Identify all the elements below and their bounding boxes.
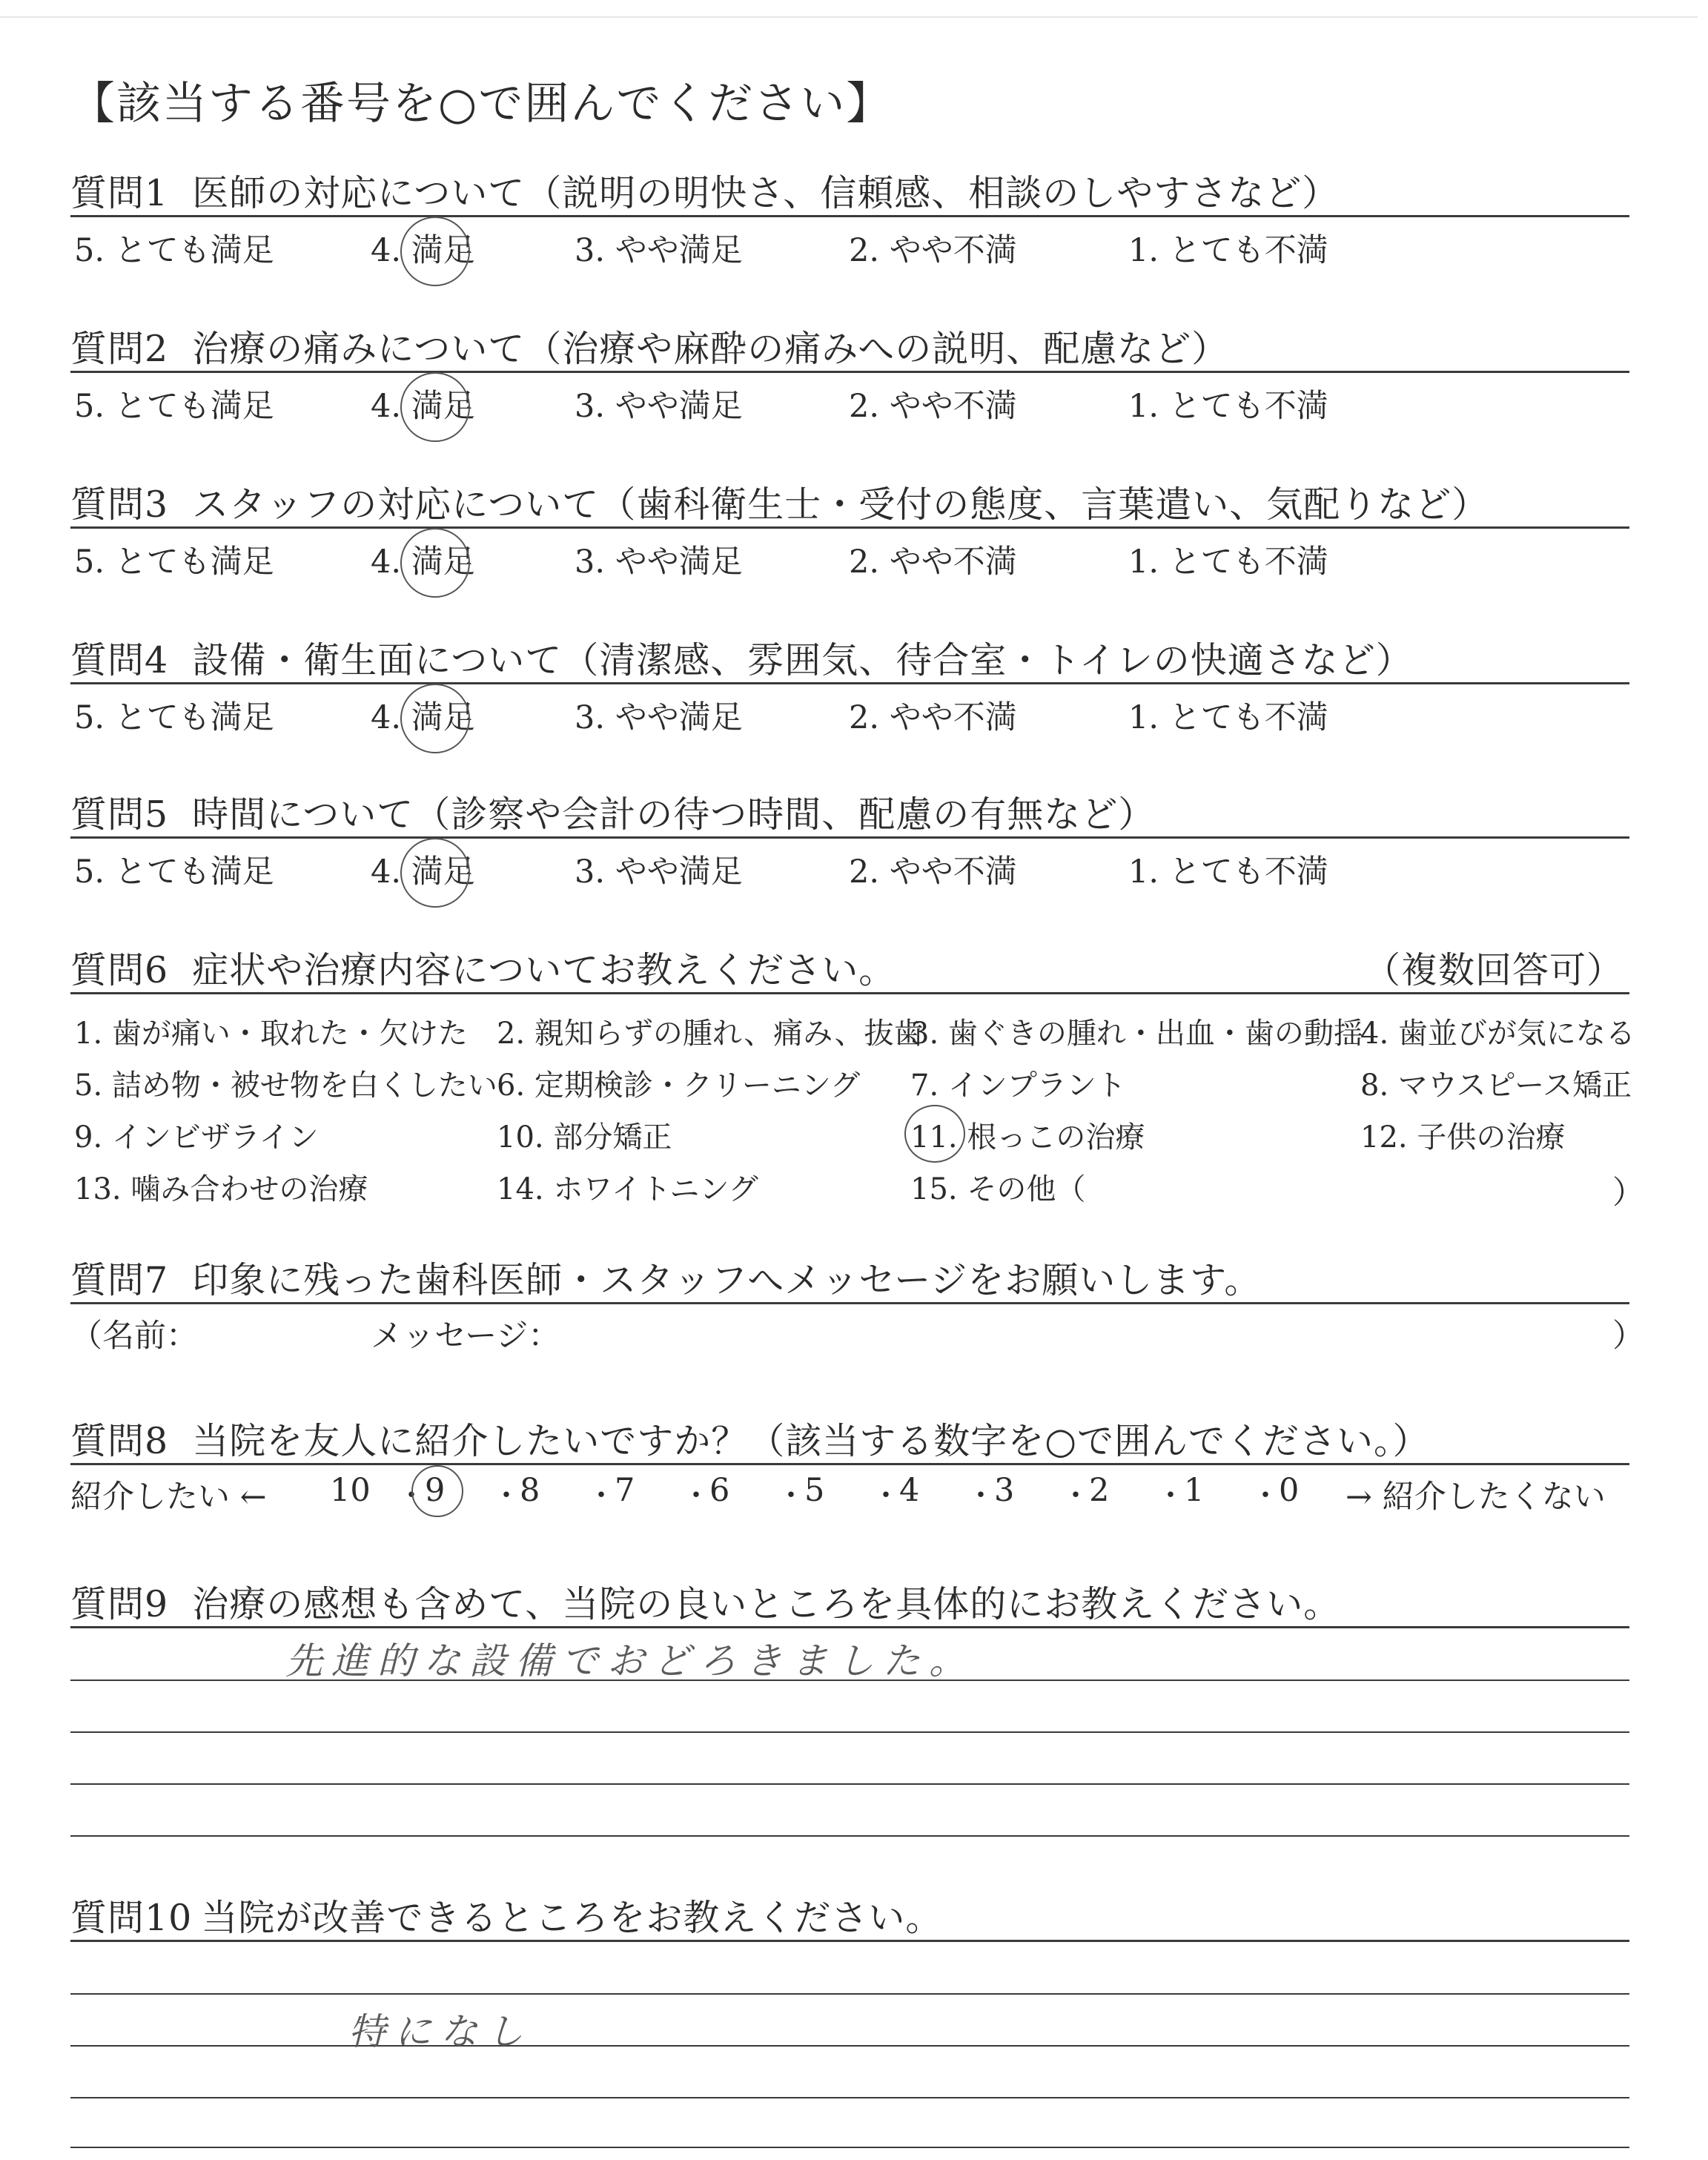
rating-option: 5. とても満足 (74, 853, 274, 891)
q9-line-4 (70, 1835, 1629, 1837)
q6-option: 2. 親知らずの腫れ、痛み、抜歯 (497, 1017, 924, 1051)
rating-option: 4. 満足 (371, 853, 475, 891)
q6-rule (70, 992, 1629, 994)
q9-rule (70, 1626, 1629, 1628)
rating-question-title (70, 476, 1489, 528)
q8-separator-dot: ・ (966, 1479, 996, 1513)
q10-handwritten-answer: 特になし (348, 2010, 532, 2053)
q7-rule (70, 1302, 1629, 1304)
rating-option: 1. とても不満 (1128, 232, 1328, 269)
rating-option: 4. 満足 (371, 544, 475, 581)
rating-option: 1. とても不満 (1128, 544, 1328, 581)
q8-separator-dot: ・ (1251, 1479, 1280, 1513)
rating-question-rule (70, 836, 1629, 839)
rating-option: 2. やや不満 (849, 544, 1017, 581)
q6-option: 4. 歯並びが気になる (1360, 1017, 1635, 1051)
rating-question-title (70, 632, 1413, 684)
rating-option: 1. とても不満 (1128, 699, 1328, 736)
rating-question-text: スタッフの対応について（歯科衛生士・受付の態度、言葉遣い、気配りなど） (192, 483, 1489, 526)
q8-separator-dot: ・ (1156, 1479, 1185, 1513)
q10-label: 質問10 (70, 1897, 193, 1939)
q7-title (70, 1252, 1261, 1304)
q8-label: 質問8 (70, 1420, 169, 1462)
rating-option: 3. やや満足 (575, 232, 743, 269)
rating-option: 2. やや不満 (849, 388, 1017, 425)
rating-option: 1. とても不満 (1128, 853, 1328, 891)
page-top-border (0, 16, 1698, 18)
rating-question-rule (70, 215, 1629, 217)
q8-scale-value: 10 (330, 1472, 371, 1509)
rating-question-rule (70, 682, 1629, 684)
q8-scale-value: 5 (804, 1472, 825, 1509)
rating-option: 2. やや不満 (849, 232, 1017, 269)
q8-scale-value: 6 (709, 1472, 730, 1509)
q9-text: 治療の感想も含めて、当院の良いところを具体的にお教えください。 (192, 1583, 1341, 1625)
q7-label: 質問7 (70, 1259, 169, 1301)
selection-circle (411, 1465, 463, 1517)
q10-line-2 (70, 2045, 1629, 2047)
q8-scale-value: 4 (899, 1472, 920, 1509)
q8-scale-value: 3 (994, 1472, 1015, 1509)
q8-separator-dot: ・ (1061, 1479, 1090, 1513)
rating-option: 3. やや満足 (575, 699, 743, 736)
rating-option: 5. とても満足 (74, 544, 274, 581)
q6-other-close: ） (1612, 1175, 1644, 1212)
q8-separator-dot: ・ (776, 1479, 806, 1513)
q8-scale-value: 1 (1184, 1472, 1205, 1509)
q9-line-3 (70, 1783, 1629, 1785)
instruction-heading: 【該当する番号を○で囲んでください】 (70, 78, 893, 130)
q8-separator-dot: ・ (491, 1479, 521, 1513)
q10-text: 当院が改善できるところをお教えください。 (201, 1897, 943, 1939)
rating-question-text: 時間について（診察や会計の待つ時間、配慮の有無など） (192, 793, 1156, 836)
selection-circle (400, 217, 470, 286)
q6-option: 5. 詰め物・被せ物を白くしたい (74, 1069, 497, 1103)
rating-option: 5. とても満足 (74, 699, 274, 736)
q10-line-3 (70, 2097, 1629, 2098)
q8-text: 当院を友人に紹介したいですか？（該当する数字を○で囲んでください。） (192, 1420, 1430, 1462)
rating-option: 1. とても不満 (1128, 388, 1328, 425)
rating-option: 4. 満足 (371, 232, 475, 269)
q8-separator-dot: ・ (871, 1479, 901, 1513)
rating-question-label: 質問3 (70, 483, 169, 526)
q6-option: 7. インプラント (910, 1069, 1126, 1103)
rating-question-rule (70, 371, 1629, 373)
rating-option: 4. 満足 (371, 699, 475, 736)
q8-right-label: → 紹介したくない (1345, 1479, 1606, 1516)
rating-question-text: 医師の対応について（説明の明快さ、信頼感、相談のしやすさなど） (192, 172, 1340, 214)
rating-option: 2. やや不満 (849, 699, 1017, 736)
q6-title (70, 942, 896, 994)
q8-scale-value: 2 (1089, 1472, 1110, 1509)
q6-option: 14. ホワイトニング (497, 1172, 758, 1206)
rating-question-text: 治療の痛みについて（治療や麻酔の痛みへの説明、配慮など） (192, 328, 1229, 370)
q6-option: 15. その他（ (910, 1172, 1086, 1206)
q6-option: 9. インビザライン (74, 1120, 319, 1155)
rating-question-label: 質問1 (70, 172, 169, 214)
q6-option: 10. 部分矯正 (497, 1120, 672, 1155)
q6-option: 13. 噛み合わせの治療 (74, 1172, 368, 1206)
rating-question-title (70, 320, 1228, 372)
rating-option: 3. やや満足 (575, 853, 743, 891)
q9-handwritten-answer: 先進的な設備でおどろきました。 (285, 1639, 975, 1682)
q10-line-1 (70, 1993, 1629, 1995)
q6-option: 1. 歯が痛い・取れた・欠けた (74, 1017, 468, 1051)
rating-option: 4. 満足 (371, 388, 475, 425)
q9-label: 質問9 (70, 1583, 169, 1625)
q10-line-4 (70, 2147, 1629, 2148)
q6-note: （複数回答可） (1364, 949, 1624, 991)
q6-option: 12. 子供の治療 (1360, 1120, 1566, 1155)
q7-text: 印象に残った歯科医師・スタッフへメッセージをお願いします。 (192, 1259, 1262, 1301)
selection-circle (904, 1105, 965, 1163)
q6-label: 質問6 (70, 949, 169, 991)
rating-question-text: 設備・衛生面について（清潔感、雰囲気、待合室・トイレの快適さなど） (192, 639, 1413, 681)
rating-question-rule (70, 526, 1629, 529)
rating-option: 2. やや不満 (849, 853, 1017, 891)
q8-separator-dot: ・ (681, 1479, 711, 1513)
q7-close: ） (1612, 1318, 1644, 1355)
q8-scale-value: 9 (425, 1472, 446, 1509)
selection-circle (400, 684, 470, 753)
q6-option: 3. 歯ぐきの腫れ・出血・歯の動揺 (910, 1017, 1363, 1051)
rating-question-title (70, 165, 1339, 217)
selection-circle (400, 838, 470, 908)
q6-option: 6. 定期検診・クリーニング (497, 1069, 861, 1103)
q6-option: 11. 根っこの治療 (910, 1120, 1145, 1155)
q8-scale-value: 7 (615, 1472, 635, 1509)
q8-separator-dot: ・ (397, 1479, 426, 1513)
q7-message-label: メッセージ： (371, 1318, 560, 1355)
q8-separator-dot: ・ (586, 1479, 616, 1513)
q8-left-label: 紹介したい ← (70, 1479, 267, 1516)
q8-scale-value: 8 (520, 1472, 540, 1509)
q9-line-2 (70, 1731, 1629, 1733)
rating-option: 5. とても満足 (74, 388, 274, 425)
q9-title (70, 1576, 1340, 1628)
q7-name-label: （名前： (70, 1318, 198, 1355)
rating-question-label: 質問4 (70, 639, 169, 681)
q8-scale-value: 0 (1279, 1472, 1300, 1509)
rating-option: 3. やや満足 (575, 544, 743, 581)
q6-text: 症状や治療内容についてお教えください。 (192, 949, 896, 991)
q8-rule (70, 1463, 1629, 1465)
selection-circle (400, 372, 470, 442)
q10-title (70, 1889, 942, 1941)
q10-rule (70, 1940, 1629, 1942)
selection-circle (400, 528, 470, 598)
rating-question-label: 質問5 (70, 793, 169, 836)
rating-question-label: 質問2 (70, 328, 169, 370)
rating-question-title (70, 786, 1155, 838)
q8-title (70, 1413, 1429, 1464)
rating-option: 3. やや満足 (575, 388, 743, 425)
q6-option: 8. マウスピース矯正 (1360, 1069, 1632, 1103)
rating-option: 5. とても満足 (74, 232, 274, 269)
